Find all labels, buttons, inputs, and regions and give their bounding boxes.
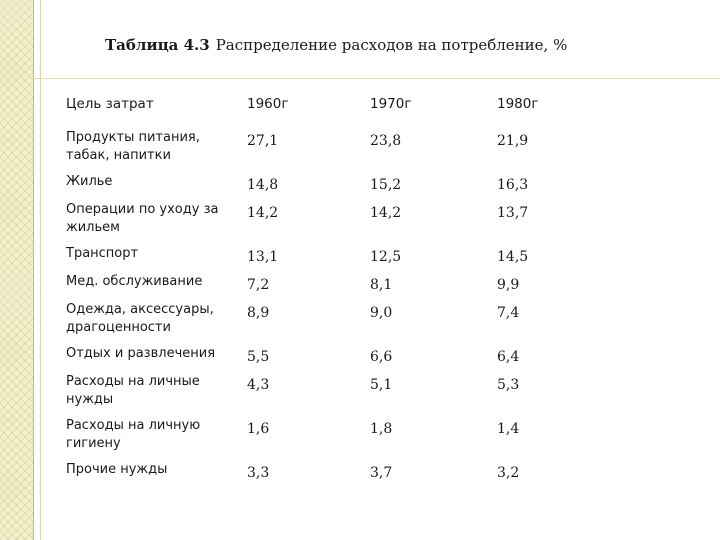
table-row <box>66 245 666 273</box>
header-1970: 1970г <box>370 96 412 112</box>
row-label: Жилье <box>66 174 113 189</box>
value-1960: 14,8 <box>247 177 279 193</box>
value-1970: 3,7 <box>370 465 393 481</box>
value-1960: 13,1 <box>247 249 279 265</box>
value-1980: 3,2 <box>497 465 520 481</box>
value-1970: 5,1 <box>370 377 393 393</box>
row-label: Транспорт <box>66 246 139 261</box>
table-row <box>66 273 666 301</box>
row-label: Расходы на личные нужды <box>66 374 200 407</box>
value-1970: 6,6 <box>370 349 393 365</box>
value-1970: 12,5 <box>370 249 402 265</box>
value-1980: 21,9 <box>497 133 529 149</box>
value-1960: 1,6 <box>247 421 270 437</box>
value-1980: 14,5 <box>497 249 529 265</box>
row-label: Отдых и развлечения <box>66 346 216 361</box>
value-1980: 7,4 <box>497 305 520 321</box>
value-1970: 15,2 <box>370 177 402 193</box>
table-row <box>66 201 666 245</box>
expenditure-table <box>66 93 666 489</box>
table-row <box>66 345 666 373</box>
value-1960: 3,3 <box>247 465 270 481</box>
table-caption: Распределение расходов на потребление, % <box>215 36 568 54</box>
value-1980: 1,4 <box>497 421 520 437</box>
table-row <box>66 129 666 173</box>
row-label: Прочие нужды <box>66 462 168 477</box>
row-label: Продукты питания, табак, напитки <box>66 130 200 163</box>
value-1960: 7,2 <box>247 277 270 293</box>
row-label: Мед. обслуживание <box>66 274 203 289</box>
header-purpose: Цель затрат <box>66 96 154 112</box>
frame-rule-outer <box>33 0 34 540</box>
row-label: Одежда, аксессуары, драгоценности <box>66 302 214 335</box>
value-1960: 14,2 <box>247 205 279 221</box>
header-1980: 1980г <box>497 96 539 112</box>
value-1970: 14,2 <box>370 205 402 221</box>
value-1980: 5,3 <box>497 377 520 393</box>
row-label: Расходы на личную гигиену <box>66 418 201 451</box>
value-1980: 16,3 <box>497 177 529 193</box>
value-1970: 8,1 <box>370 277 393 293</box>
table-row <box>66 373 666 417</box>
value-1960: 27,1 <box>247 133 279 149</box>
value-1980: 9,9 <box>497 277 520 293</box>
table-row <box>66 461 666 489</box>
value-1980: 6,4 <box>497 349 520 365</box>
row-label: Операции по уходу за жильем <box>66 202 219 235</box>
table-header-row <box>66 93 666 129</box>
value-1970: 23,8 <box>370 133 402 149</box>
value-1970: 1,8 <box>370 421 393 437</box>
value-1960: 4,3 <box>247 377 270 393</box>
table-title <box>105 36 705 54</box>
table-row <box>66 301 666 345</box>
table-row <box>66 173 666 201</box>
value-1960: 5,5 <box>247 349 270 365</box>
value-1960: 8,9 <box>247 305 270 321</box>
table-number: Таблица 4.3 <box>105 36 210 54</box>
frame-rule-inner <box>40 0 41 540</box>
value-1980: 13,7 <box>497 205 529 221</box>
decorative-side-strip <box>0 0 33 540</box>
frame-rule-horizontal <box>33 78 720 79</box>
header-1960: 1960г <box>247 96 289 112</box>
table-row <box>66 417 666 461</box>
value-1970: 9,0 <box>370 305 393 321</box>
